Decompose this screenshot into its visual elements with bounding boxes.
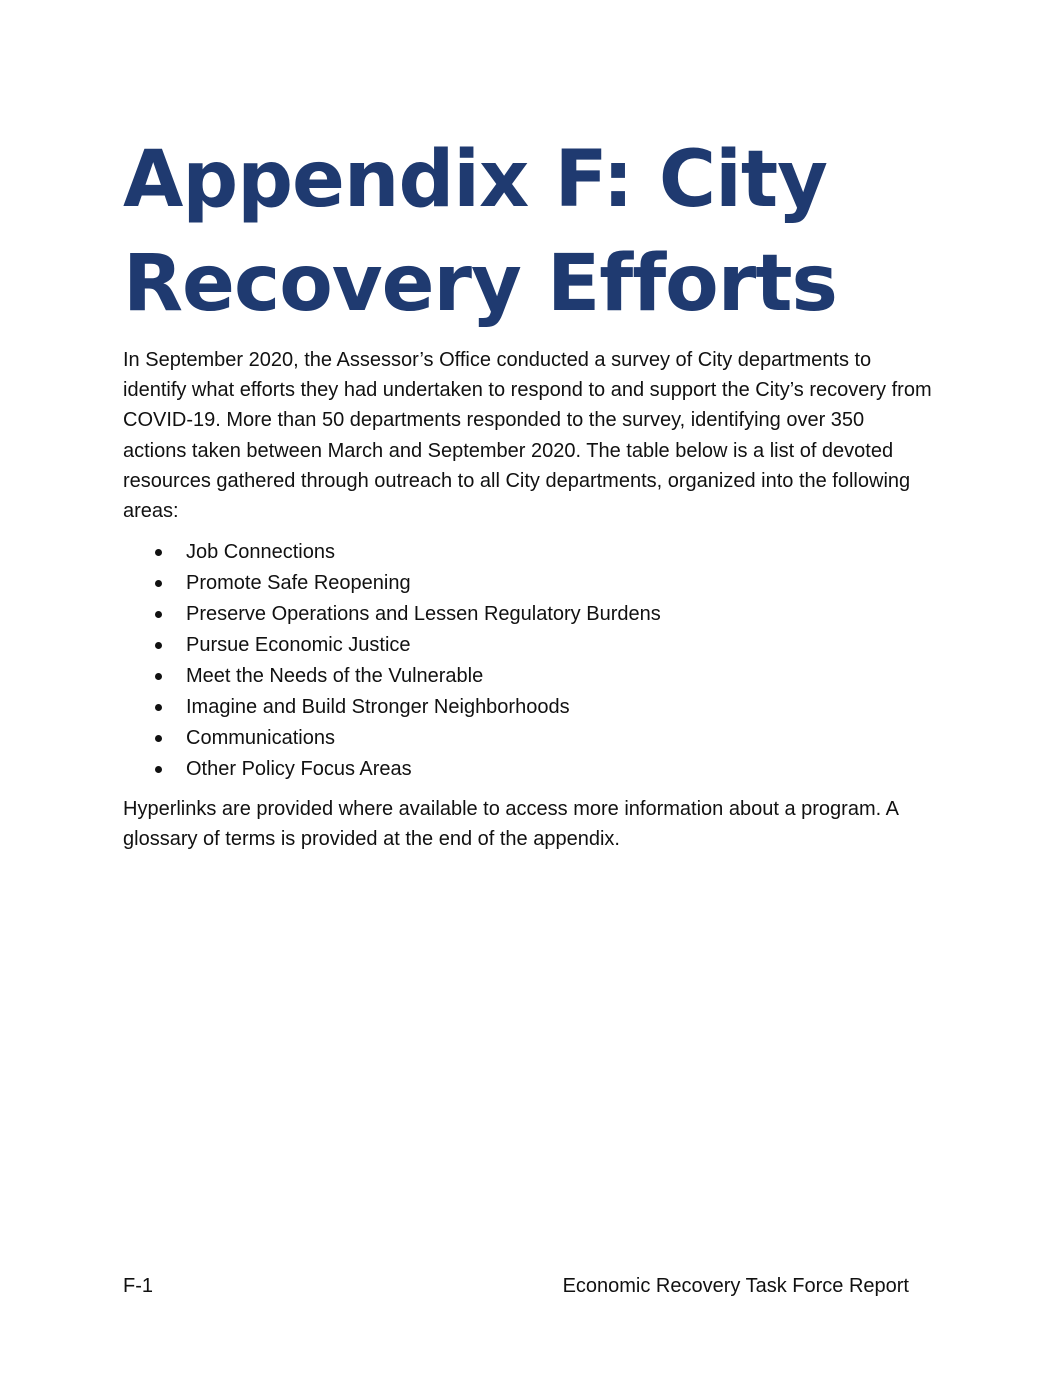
focus-area-label: Promote Safe Reopening xyxy=(186,572,411,594)
footer-page-number: F-1 xyxy=(123,1275,153,1297)
focus-area-label: Communications xyxy=(186,727,335,749)
focus-area-label: Pursue Economic Justice xyxy=(186,634,411,656)
list-item xyxy=(123,661,933,692)
bullet-icon xyxy=(155,580,162,587)
page-title-line-2: Recovery Efforts xyxy=(123,239,837,329)
page-title-line-1: Appendix F: City xyxy=(123,135,827,225)
bullet-icon xyxy=(155,673,162,680)
list-item xyxy=(123,537,933,568)
intro-paragraph: In September 2020, the Assessor’s Office conducted a survey of City departments to identify what efforts they had undertaken to respond to and support the City’s recovery from COVID-19. More than 50 departments responded to the survey, identifying over 350 actions taken between March and September 2020. The table below is a list of devoted resources gathered through outreach to all City departments, organized into the following areas: xyxy=(123,349,932,523)
list-item xyxy=(123,630,933,661)
list-item xyxy=(123,568,933,599)
list-item xyxy=(123,599,933,630)
list-item xyxy=(123,692,933,723)
bullet-icon xyxy=(155,642,162,649)
bullet-icon xyxy=(155,766,162,773)
bullet-icon xyxy=(155,549,162,556)
focus-area-label: Meet the Needs of the Vulnerable xyxy=(186,665,484,687)
footer-report-name: Economic Recovery Task Force Report xyxy=(562,1275,909,1297)
focus-area-label: Job Connections xyxy=(186,541,335,563)
focus-area-label: Other Policy Focus Areas xyxy=(186,758,412,780)
focus-area-label: Imagine and Build Stronger Neighborhoods xyxy=(186,696,570,718)
page-title xyxy=(123,128,943,336)
list-item xyxy=(123,723,933,754)
focus-area-list xyxy=(123,537,933,785)
list-item xyxy=(123,754,933,785)
closing-paragraph: Hyperlinks are provided where available to access more information about a program. A glossary of terms is provided at the end of the appendix. xyxy=(123,798,898,851)
bullet-icon xyxy=(155,735,162,742)
focus-area-label: Preserve Operations and Lessen Regulatory Burdens xyxy=(186,603,661,625)
bullet-icon xyxy=(155,611,162,618)
bullet-icon xyxy=(155,704,162,711)
